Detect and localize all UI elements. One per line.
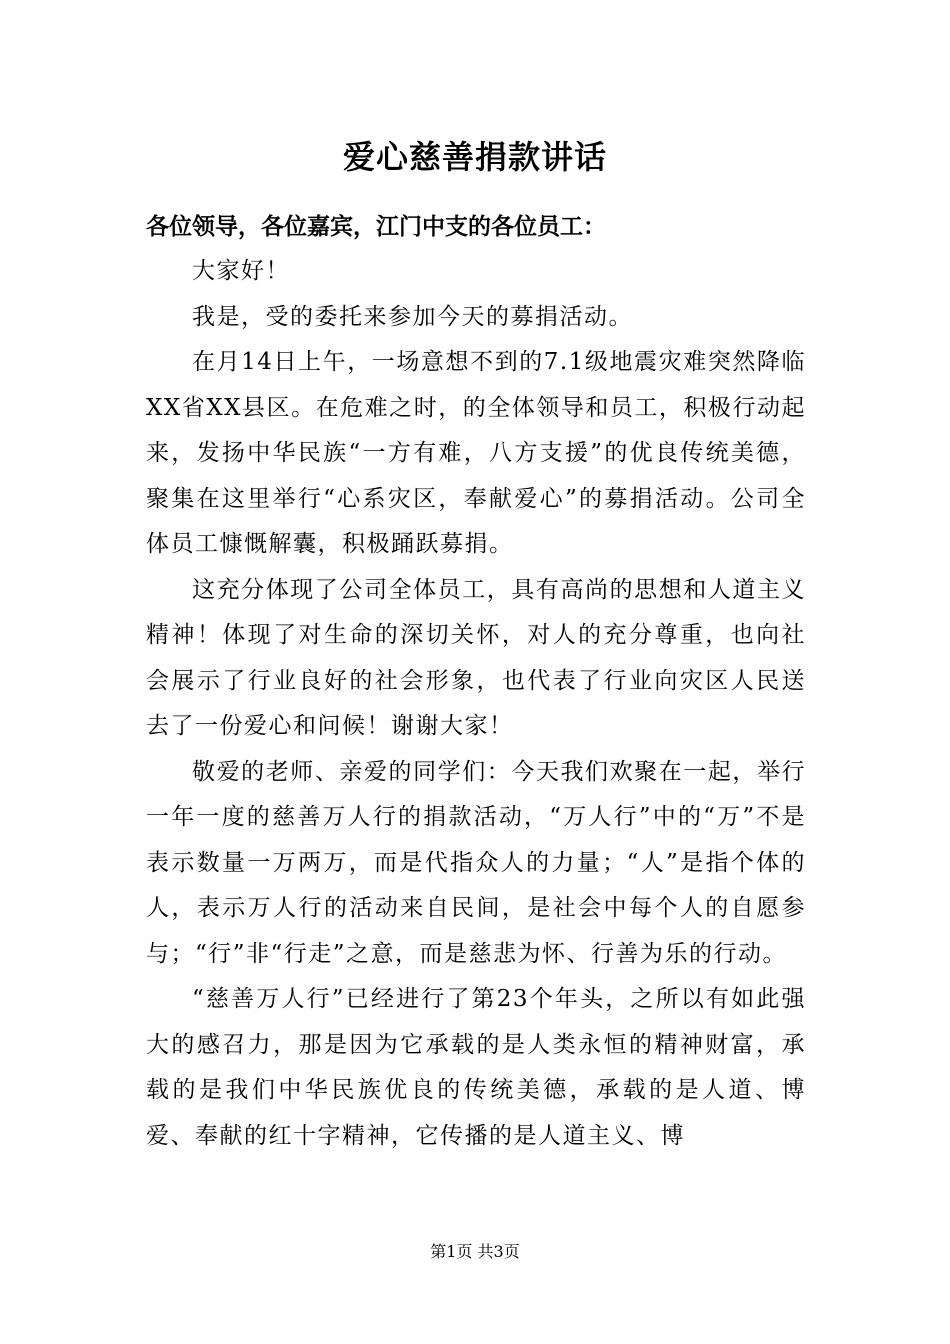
paragraph-greeting: 大家好！	[192, 258, 290, 284]
salutation: 各位领导，各位嘉宾，江门中支的各位员工：	[146, 213, 606, 240]
paragraph-charity-walk: 敬爱的老师、亲爱的同学们：今天我们欢聚在一起，举行一年一度的慈善万人行的捐款活动，“万人行”中的“万”不是表示数量一万两万，而是代指众人的力量；“人”是指个体的人，表示万人行的活动来自民间，是社会中每个人的自愿参与；“行”非“行走”之意，而是慈悲为怀、行善为乐的行动。	[146, 758, 806, 967]
paragraph-earthquake: 在月14日上午，一场意想不到的7.1级地震灾难突然降临XX省XX县区。在危难之时，的全体领导和员工，积极行动起来，发扬中华民族“一方有难，八方支援”的优良传统美德，聚集在这里举行“心系灾区，奉献爱心”的募捐活动。公司全体员工慷慨解囊，积极踊跃募捐。	[146, 349, 806, 557]
paragraph-spirit: 这充分体现了公司全体员工，具有高尚的思想和人道主义精神！体现了对生命的深切关怀，对人的充分尊重，也向社会展示了行业良好的社会形象，也代表了行业向灾区人民送去了一份爱心和问候！谢谢大家！	[146, 576, 806, 739]
paragraph-23rd-year: “慈善万人行”已经进行了第23个年头，之所以有如此强大的感召力，那是因为它承载的是人类永恒的精神财富，承载的是我们中华民族优良的传统美德，承载的是人道、博爱、奉献的红十字精神，它传播的是人道主义、博	[146, 986, 806, 1149]
page-footer: 第1页 共3页	[430, 1242, 520, 1261]
paragraph-intro: 我是，受的委托来参加今天的募捐活动。	[192, 303, 633, 330]
document-body	[146, 249, 806, 1159]
document-title: 爱心慈善捐款讲话	[342, 138, 607, 176]
